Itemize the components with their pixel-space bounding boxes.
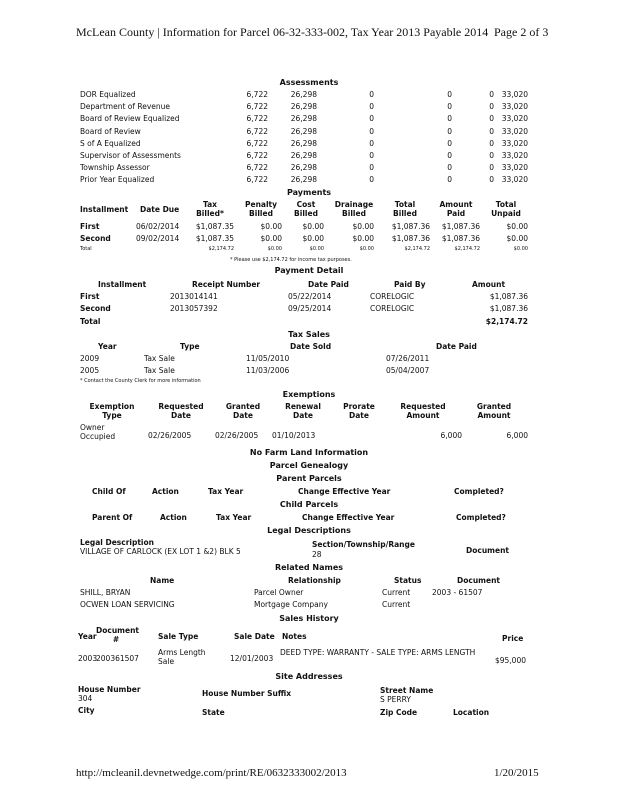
assessment-total: 33,020 [501,151,528,160]
assessment-other: 0 [489,114,494,124]
child-parcels-title: Child Parcels [279,500,339,509]
sales-header-price: Price [502,634,524,643]
assessment-label: Prior Year Equalized [80,175,155,185]
assessment-farm-land: 0 [369,90,374,99]
payments-total-unpaid: $0.00 [513,246,528,252]
payments-header-total-billed: Total Billed [393,200,417,218]
related-header-name: Name [150,576,175,585]
sale-year: 2003 [78,654,98,663]
payments-total-billed: $2,174.72 [404,246,430,252]
payment-detail-paid-by: CORELOGIC [370,292,415,301]
related-header-relationship: Relationship [288,576,341,585]
legal-description: VILLAGE OF CARLOCK (EX LOT 1 &2) BLK 5 [80,547,241,556]
assessments-title: Assessments [279,78,339,87]
assessment-farm-building: 0 [447,114,452,124]
payment-drainage-billed: $0.00 [352,234,374,243]
payment-detail-paid-by: CORELOGIC [370,304,415,313]
assessment-other: 0 [489,175,494,185]
assessment-other: 0 [489,138,494,148]
payment-drainage-billed: $0.00 [352,222,374,231]
related-status: Current [382,588,411,597]
tax-sale-date-sold: 11/05/2010 [246,354,290,363]
payment-detail-receipt: 2013057392 [170,304,218,313]
exemptions-title: Exemptions [282,390,336,399]
sale-type: Arms Length Sale [158,648,206,666]
payments-total-cost: $0.00 [309,246,324,252]
page-number: Page 2 of 3 [494,25,549,39]
page-header-title: McLean County | Information for Parcel 06-32-333-002, Tax Year 2013 Payable 2014 [76,25,489,39]
payment-date-due: 06/02/2014 [136,222,180,231]
assessment-farm-land: 0 [369,163,374,173]
payment-detail-installment: First [80,292,100,301]
child-header-completed: Completed? [456,513,506,522]
assessment-other: 0 [489,151,494,160]
site-header-zip: Zip Code [380,708,418,717]
payments-header-cost-billed: Cost Billed [294,200,318,218]
tax-sale-type: Tax Sale [144,354,175,363]
assessment-farm-land: 0 [369,138,374,148]
payment-penalty-billed: $0.00 [260,234,282,243]
payment-detail-header-receipt: Receipt Number [192,280,261,289]
payment-installment: First [80,222,100,231]
sales-header-notes: Notes [282,632,307,641]
exemptions-header-prorate-date: Prorate Date [343,402,375,420]
child-header-action: Action [160,513,187,522]
assessment-land: 6,722 [246,163,268,173]
tax-sale-date-paid: 05/04/2007 [386,366,430,375]
assessment-total: 33,020 [501,163,528,173]
payments-total-tax: $2,174.72 [208,246,234,252]
assessment-land: 6,722 [246,102,268,112]
related-relationship: Mortgage Company [254,600,328,609]
related-header-status: Status [394,576,422,585]
payments-note: * Please use $2,174.72 for income tax purposes. [230,257,352,263]
payments-header-drainage-billed: Drainage Billed [334,200,374,218]
site-header-state: State [202,708,225,717]
parent-header-action: Action [152,487,179,496]
site-house-number: 304 [78,694,93,703]
payment-total-billed: $1,087.36 [391,222,430,231]
site-header-city: City [78,706,95,715]
parent-header-change-year: Change Effective Year [298,487,391,496]
payment-total-unpaid: $0.00 [506,222,528,231]
payment-detail-receipt: 2013014141 [170,292,218,301]
payments-header-installment: Installment [80,205,129,214]
assessment-farm-land: 0 [369,126,374,136]
tax-sale-date-sold: 11/03/2006 [246,366,290,375]
no-farm-land: No Farm Land Information [249,448,369,457]
assessment-building: 26,298 [290,175,317,185]
payments-header-tax-billed: Tax Billed* [196,200,224,218]
tax-sales-header-date-paid: Date Paid [436,342,477,351]
related-header-document: Document [457,576,500,585]
tax-sales-note: * Contact the County Clerk for more information [80,378,201,384]
sales-header-sale-date: Sale Date [234,632,275,641]
payment-cost-billed: $0.00 [302,234,324,243]
assessment-building: 26,298 [290,90,317,99]
assessment-farm-land: 0 [369,102,374,112]
assessment-building: 26,298 [290,126,317,136]
sales-history-title: Sales History [279,614,339,623]
payments-header-date-due: Date Due [140,205,180,214]
tax-sale-year: 2005 [80,366,100,375]
payment-detail-title: Payment Detail [274,266,344,275]
tax-sale-date-paid: 07/26/2011 [386,354,430,363]
related-name: SHILL, BRYAN [80,588,131,597]
assessment-farm-building: 0 [447,138,452,148]
payments-header-total-unpaid: Total Unpaid [491,200,521,218]
exemptions-header-requested-amount: Requested Amount [400,402,446,420]
assessment-farm-land: 0 [369,114,374,124]
related-document: 2003 - 61507 [432,588,483,597]
exemption-type: Owner Occupied [80,423,116,441]
parent-parcels-title: Parent Parcels [276,474,342,483]
assessment-other: 0 [489,126,494,136]
legal-header-description: Legal Description [80,538,154,547]
exemption-requested-date: 02/26/2005 [148,431,192,440]
sales-header-document: Document # [96,626,139,644]
assessment-farm-building: 0 [447,90,452,99]
payment-detail-amount: $1,087.36 [489,292,528,301]
exemption-renewal-date: 01/10/2013 [272,431,316,440]
payment-detail-installment: Second [80,304,111,313]
payments-header-amount-paid: Amount Paid [439,200,473,218]
parent-header-tax-year: Tax Year [208,487,244,496]
payments-header-penalty-billed: Penalty Billed [244,200,278,218]
payment-detail-total: $2,174.72 [485,317,528,326]
legal-header-str: Section/Township/Range [312,540,415,549]
tax-sales-header-year: Year [98,342,117,351]
exemptions-header-granted-amount: Granted Amount [476,402,512,420]
child-header-parent-of: Parent Of [92,513,133,522]
payment-amount-paid: $1,087.36 [441,222,480,231]
tax-sales-header-date-sold: Date Sold [290,342,332,351]
assessment-building: 26,298 [290,114,317,124]
assessment-label: Supervisor of Assessments [80,151,181,160]
assessment-label: Township Assessor [80,163,150,173]
site-header-street: Street Name [380,686,434,695]
payment-cost-billed: $0.00 [302,222,324,231]
tax-sale-year: 2009 [80,354,100,363]
payments-total-label: Total [80,246,92,252]
site-header-suffix: House Number Suffix [202,689,292,698]
assessment-label: Board of Review Equalized [80,114,180,124]
assessment-label: DOR Equalized [80,90,136,99]
payment-detail-total-label: Total [80,317,101,326]
parent-header-child-of: Child Of [92,487,126,496]
assessment-total: 33,020 [501,175,528,185]
assessment-farm-building: 0 [447,102,452,112]
related-name: OCWEN LOAN SERVICING [80,600,175,609]
sale-date: 12/01/2003 [230,654,274,663]
payment-detail-header-amount: Amount [472,280,506,289]
payments-total-paid: $2,174.72 [454,246,480,252]
payment-detail-date-paid: 05/22/2014 [288,292,332,301]
payment-total-unpaid: $0.00 [506,234,528,243]
parcel-genealogy-title: Parcel Genealogy [269,461,349,470]
site-street: S PERRY [380,695,411,704]
assessment-land: 6,722 [246,126,268,136]
child-header-tax-year: Tax Year [216,513,252,522]
site-header-location: Location [453,708,490,717]
assessment-land: 6,722 [246,138,268,148]
assessment-farm-building: 0 [447,163,452,173]
payments-total-penalty: $0.00 [267,246,282,252]
assessment-label: Board of Review [80,126,141,136]
assessment-building: 26,298 [290,138,317,148]
sale-notes: DEED TYPE: WARRANTY - SALE TYPE: ARMS LENGTH [280,648,476,657]
payment-penalty-billed: $0.00 [260,222,282,231]
site-addresses-title: Site Addresses [275,672,343,681]
assessment-building: 26,298 [290,151,317,160]
exemptions-header-granted-date: Granted Date [225,402,261,420]
assessment-label: S of A Equalized [80,138,141,148]
payment-detail-header-installment: Installment [98,280,147,289]
assessment-farm-land: 0 [369,175,374,185]
assessment-farm-building: 0 [447,151,452,160]
assessment-land: 6,722 [246,151,268,160]
assessment-total: 33,020 [501,90,528,99]
assessment-label: Department of Revenue [80,102,171,112]
payment-tax-billed: $1,087.35 [195,234,234,243]
site-header-house-number: House Number [78,685,141,694]
payments-total-drainage: $0.00 [359,246,374,252]
payment-total-billed: $1,087.36 [391,234,430,243]
assessment-farm-building: 0 [447,175,452,185]
payment-date-due: 09/02/2014 [136,234,180,243]
assessment-total: 33,020 [501,138,528,148]
assessment-total: 33,020 [501,114,528,124]
related-names-title: Related Names [274,563,344,572]
related-relationship: Parcel Owner [254,588,304,597]
exemptions-header-type: Exemption Type [89,402,135,420]
assessment-building: 26,298 [290,102,317,112]
payment-detail-header-date-paid: Date Paid [308,280,349,289]
sale-document: 200361507 [96,654,139,663]
payment-installment: Second [80,234,111,243]
assessment-total: 33,020 [501,102,528,112]
payment-amount-paid: $1,087.36 [441,234,480,243]
assessment-other: 0 [489,163,494,173]
assessment-other: 0 [489,90,494,99]
assessment-land: 6,722 [246,175,268,185]
exemptions-header-renewal-date: Renewal Date [285,402,321,420]
assessment-farm-land: 0 [369,151,374,160]
footer-date: 1/20/2015 [494,767,539,779]
legal-header-document: Document [466,546,509,555]
legal-str-value: 28 [312,550,322,559]
related-status: Current [382,600,411,609]
payment-detail-amount: $1,087.36 [489,304,528,313]
payments-title: Payments [286,188,332,197]
tax-sales-header-type: Type [180,342,200,351]
exemptions-header-requested-date: Requested Date [158,402,204,420]
sales-header-year: Year [78,632,97,641]
tax-sales-title: Tax Sales [288,330,330,339]
tax-sale-type: Tax Sale [144,366,175,375]
exemption-granted-date: 02/26/2005 [215,431,259,440]
exemption-granted-amount: 6,000 [506,431,528,440]
assessment-total: 33,020 [501,126,528,136]
assessment-other: 0 [489,102,494,112]
assessment-land: 6,722 [246,114,268,124]
payment-tax-billed: $1,087.35 [195,222,234,231]
sale-price: $95,000 [494,656,526,665]
legal-descriptions-title: Legal Descriptions [267,526,351,535]
assessment-land: 6,722 [246,90,268,99]
child-header-change-year: Change Effective Year [302,513,395,522]
sales-header-sale-type: Sale Type [158,632,199,641]
assessment-farm-building: 0 [447,126,452,136]
exemption-requested-amount: 6,000 [440,431,462,440]
payment-detail-header-paid-by: Paid By [394,280,426,289]
assessment-building: 26,298 [290,163,317,173]
footer-url: http://mcleanil.devnetwedge.com/print/RE/0632333002/2013 [76,767,347,779]
parent-header-completed: Completed? [454,487,504,496]
payment-detail-date-paid: 09/25/2014 [288,304,332,313]
